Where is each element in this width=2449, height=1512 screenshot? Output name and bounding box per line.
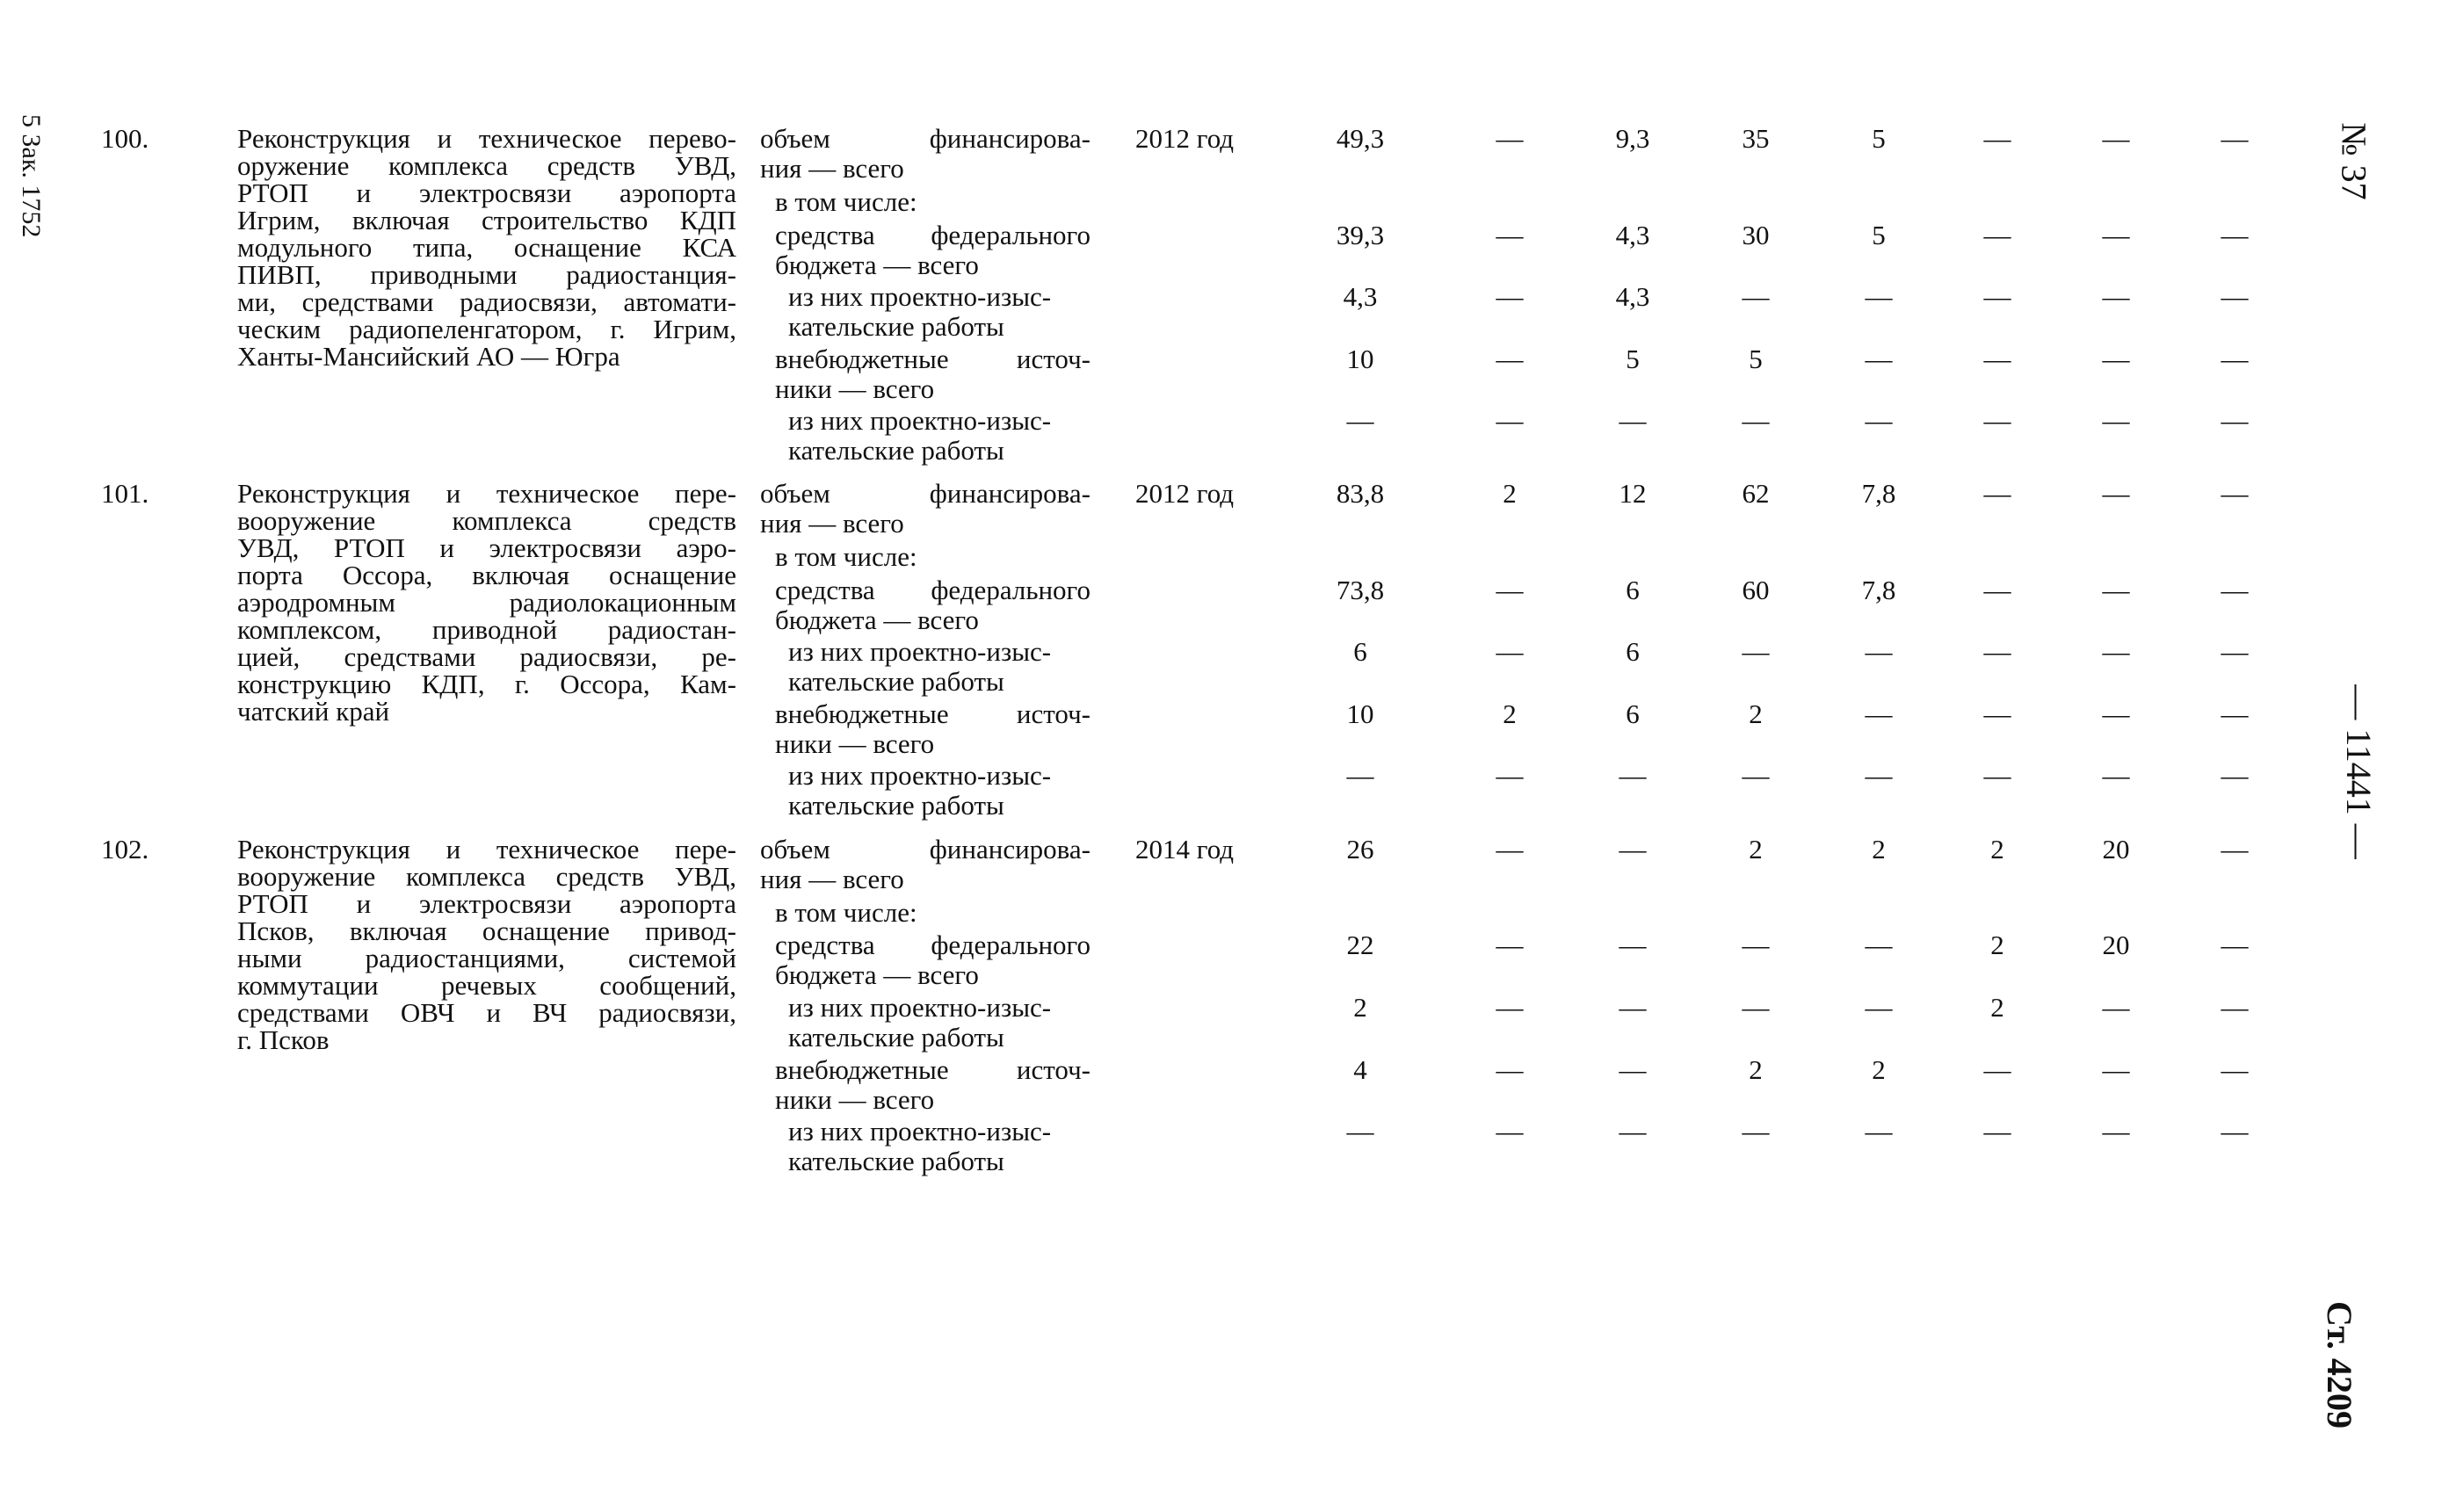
value-cell: — xyxy=(1983,575,2011,605)
value-cell: — xyxy=(1865,760,1893,791)
value-cell: 4,3 xyxy=(1615,220,1650,250)
value-cell: — xyxy=(1983,636,2011,667)
item-description: Реконструкция и техническое пере- вооружение комплекса средств УВД, РТОП и электросвязи аэропорта Псков, включая оснащение привод- ными радиостанциями, системой коммутации речевых сообщений, средствами ОВЧ и ВЧ радиосвязи, г. Псков xyxy=(237,834,736,1055)
label-extra: внебюджетные источ- ники — всего xyxy=(775,344,1090,404)
value-cell: — xyxy=(1983,220,2011,250)
label-federal: средства федерального бюджета — всего xyxy=(775,930,1090,990)
value-cell: 7,8 xyxy=(1861,478,1896,509)
label-design: из них проектно-изыс- кательские работы xyxy=(788,281,1052,342)
value-cell: — xyxy=(2221,123,2249,154)
value-cell: — xyxy=(2221,1054,2249,1085)
value-cell: 73,8 xyxy=(1336,575,1385,605)
value-cell: — xyxy=(1619,405,1647,436)
value-cell: 5 xyxy=(1872,123,1886,154)
item-number: 102. xyxy=(101,834,149,865)
item-year: 2012 год xyxy=(1135,123,1235,154)
item-year: 2012 год xyxy=(1135,478,1235,509)
item-description: Реконструкция и техническое пере- вооружение комплекса средств УВД, РТОП и электросвязи аэро- порта Оссора, включая оснащение аэродромным радиолокационным комплексом, приводной радиостан- цией, средствами радиосвязи, ре- конструкцию КДП, г. Оссора, Кам- чатский край xyxy=(237,478,736,727)
value-cell: — xyxy=(2102,220,2130,250)
value-cell: 39,3 xyxy=(1336,220,1385,250)
value-cell: 2 xyxy=(1503,698,1517,729)
value-cell: 2 xyxy=(1872,1054,1886,1085)
value-cell: — xyxy=(1983,478,2011,509)
value-cell: — xyxy=(1983,1054,2011,1085)
value-cell: — xyxy=(2221,405,2249,436)
value-cell: 4,3 xyxy=(1615,281,1650,312)
value-cell: — xyxy=(1983,344,2011,374)
value-cell: 10 xyxy=(1346,698,1374,729)
value-cell: 2 xyxy=(1503,478,1517,509)
value-cell: — xyxy=(2221,636,2249,667)
value-cell: — xyxy=(2221,1116,2249,1147)
value-cell: — xyxy=(1496,834,1524,865)
value-cell: 5 xyxy=(1749,344,1763,374)
value-cell: — xyxy=(1865,992,1893,1023)
article-number: Ст. 4209 xyxy=(2320,1301,2359,1429)
value-cell: 5 xyxy=(1872,220,1886,250)
value-cell: — xyxy=(1742,405,1770,436)
value-cell: 5 xyxy=(1626,344,1640,374)
value-cell: — xyxy=(1983,123,2011,154)
value-cell: 12 xyxy=(1619,478,1647,509)
value-cell: — xyxy=(1742,760,1770,791)
label-extra: внебюджетные источ- ники — всего xyxy=(775,1054,1090,1115)
value-cell: — xyxy=(1346,760,1374,791)
value-cell: — xyxy=(1496,636,1524,667)
value-cell: — xyxy=(2221,478,2249,509)
value-cell: — xyxy=(1619,992,1647,1023)
value-cell: 35 xyxy=(1742,123,1770,154)
value-cell: 2 xyxy=(1749,698,1763,729)
value-cell: — xyxy=(2102,1054,2130,1085)
value-cell: — xyxy=(1742,636,1770,667)
label-federal: средства федерального бюджета — всего xyxy=(775,575,1090,635)
value-cell: 2 xyxy=(1990,834,2004,865)
label-design: из них проектно-изыс- кательские работы xyxy=(788,760,1052,821)
value-cell: — xyxy=(2221,834,2249,865)
value-cell: — xyxy=(2102,344,2130,374)
value-cell: — xyxy=(1346,1116,1374,1147)
value-cell: 20 xyxy=(2102,834,2130,865)
value-cell: 26 xyxy=(1346,834,1374,865)
value-cell: 2 xyxy=(1990,992,2004,1023)
value-cell: — xyxy=(1619,760,1647,791)
value-cell: — xyxy=(1983,281,2011,312)
value-cell: — xyxy=(1619,1054,1647,1085)
value-cell: — xyxy=(2221,760,2249,791)
value-cell: — xyxy=(1496,344,1524,374)
value-cell: 2 xyxy=(1872,834,1886,865)
label-total: объем финансирова- ния — всего xyxy=(760,478,1090,539)
value-cell: 6 xyxy=(1626,636,1640,667)
value-cell: 62 xyxy=(1742,478,1770,509)
value-cell: 7,8 xyxy=(1861,575,1896,605)
value-cell: 4,3 xyxy=(1343,281,1378,312)
label-total: объем финансирова- ния — всего xyxy=(760,123,1090,184)
issue-number: № 37 xyxy=(2334,122,2374,200)
value-cell: — xyxy=(1865,698,1893,729)
value-cell: — xyxy=(1619,930,1647,960)
value-cell: 22 xyxy=(1346,930,1374,960)
value-cell: — xyxy=(1496,1116,1524,1147)
label-incl: в том числе: xyxy=(775,186,917,217)
label-extra: внебюджетные источ- ники — всего xyxy=(775,698,1090,759)
label-incl: в том числе: xyxy=(775,541,917,572)
value-cell: — xyxy=(2102,478,2130,509)
value-cell: 30 xyxy=(1742,220,1770,250)
value-cell: — xyxy=(1496,1054,1524,1085)
value-cell: — xyxy=(1742,992,1770,1023)
value-cell: — xyxy=(1496,930,1524,960)
value-cell: 6 xyxy=(1626,698,1640,729)
value-cell: 10 xyxy=(1346,344,1374,374)
item-year: 2014 год xyxy=(1135,834,1235,865)
label-incl: в том числе: xyxy=(775,897,917,928)
value-cell: — xyxy=(2102,1116,2130,1147)
value-cell: 6 xyxy=(1353,636,1367,667)
value-cell: — xyxy=(1496,281,1524,312)
value-cell: — xyxy=(1742,930,1770,960)
value-cell: — xyxy=(1496,220,1524,250)
value-cell: — xyxy=(2221,344,2249,374)
value-cell: — xyxy=(1496,760,1524,791)
value-cell: — xyxy=(1496,123,1524,154)
item-number: 100. xyxy=(101,123,149,154)
value-cell: — xyxy=(2221,992,2249,1023)
label-design: из них проектно-изыс- кательские работы xyxy=(788,636,1052,697)
value-cell: — xyxy=(1619,834,1647,865)
value-cell: 2 xyxy=(1749,1054,1763,1085)
value-cell: — xyxy=(1496,575,1524,605)
label-federal: средства федерального бюджета — всего xyxy=(775,220,1090,280)
item-description: Реконструкция и техническое перево- оружение комплекса средств УВД, РТОП и электросвязи аэропорта Игрим, включая строительство КДП модульного типа, оснащение КСА ПИВП, приводными радиостанция- ми, средствами радиосвязи, автомати- ческим радиопеленгатором, г. Игрим, Ханты-Мансийский АО — Югра xyxy=(237,123,736,372)
value-cell: — xyxy=(1496,405,1524,436)
value-cell: — xyxy=(1983,1116,2011,1147)
value-cell: — xyxy=(1346,405,1374,436)
value-cell: — xyxy=(1983,405,2011,436)
value-cell: — xyxy=(2221,698,2249,729)
value-cell: — xyxy=(2102,281,2130,312)
value-cell: — xyxy=(2102,575,2130,605)
value-cell: — xyxy=(2221,281,2249,312)
value-cell: — xyxy=(2102,760,2130,791)
label-design: из них проектно-изыс- кательские работы xyxy=(788,405,1052,466)
label-design: из них проектно-изыс- кательские работы xyxy=(788,992,1052,1053)
value-cell: — xyxy=(2102,405,2130,436)
value-cell: — xyxy=(2221,930,2249,960)
value-cell: — xyxy=(1865,405,1893,436)
value-cell: 2 xyxy=(1749,834,1763,865)
value-cell: 6 xyxy=(1626,575,1640,605)
page-marker: — 11441 — xyxy=(2338,684,2379,859)
value-cell: — xyxy=(1865,344,1893,374)
value-cell: — xyxy=(2102,123,2130,154)
value-cell: 2 xyxy=(1990,930,2004,960)
value-cell: 20 xyxy=(2102,930,2130,960)
margin-note-left: 5 Зак. 1752 xyxy=(17,114,46,238)
value-cell: — xyxy=(2102,992,2130,1023)
value-cell: — xyxy=(1865,930,1893,960)
value-cell: 9,3 xyxy=(1615,123,1650,154)
value-cell: 49,3 xyxy=(1336,123,1385,154)
value-cell: — xyxy=(1742,1116,1770,1147)
value-cell: — xyxy=(2102,698,2130,729)
value-cell: 4 xyxy=(1353,1054,1367,1085)
label-design: из них проектно-изыс- кательские работы xyxy=(788,1116,1052,1176)
value-cell: — xyxy=(1865,281,1893,312)
value-cell: 83,8 xyxy=(1336,478,1385,509)
item-number: 101. xyxy=(101,478,149,509)
value-cell: — xyxy=(1983,760,2011,791)
label-total: объем финансирова- ния — всего xyxy=(760,834,1090,894)
value-cell: 2 xyxy=(1353,992,1367,1023)
value-cell: — xyxy=(1983,698,2011,729)
value-cell: — xyxy=(2221,575,2249,605)
value-cell: — xyxy=(1865,1116,1893,1147)
value-cell: — xyxy=(1742,281,1770,312)
value-cell: 60 xyxy=(1742,575,1770,605)
value-cell: — xyxy=(1496,992,1524,1023)
value-cell: — xyxy=(1619,1116,1647,1147)
value-cell: — xyxy=(1865,636,1893,667)
value-cell: — xyxy=(2102,636,2130,667)
value-cell: — xyxy=(2221,220,2249,250)
